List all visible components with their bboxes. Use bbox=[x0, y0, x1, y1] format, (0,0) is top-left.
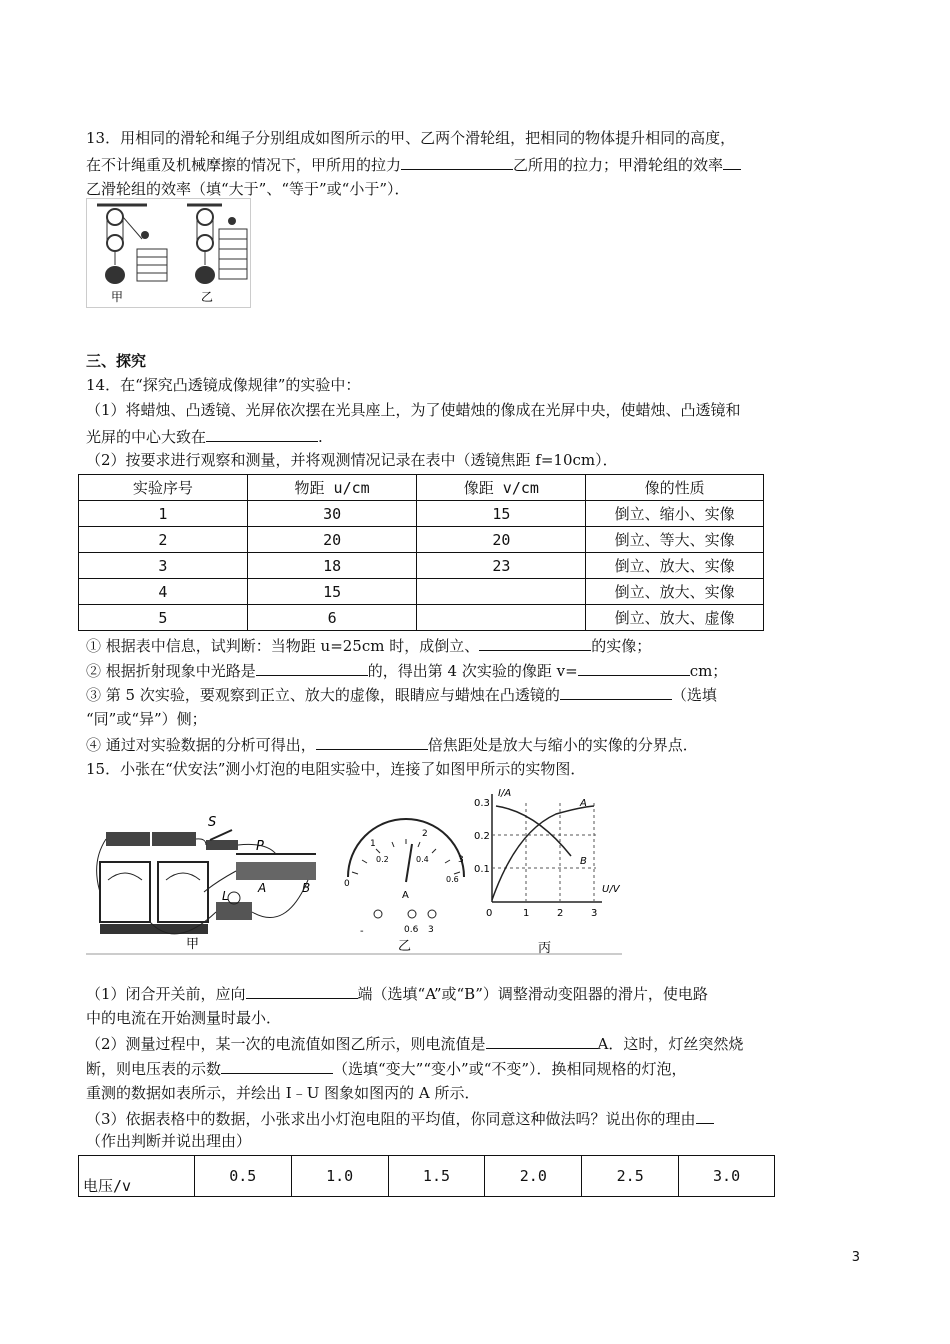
q15-p2a: （2）测量过程中，某一次的电流值如图乙所示，则电流值是 bbox=[86, 1035, 486, 1053]
pulley-drawing bbox=[87, 199, 250, 307]
q14-blank-center[interactable] bbox=[206, 426, 318, 442]
q15-p3b: （作出判断并说出理由） bbox=[86, 1132, 252, 1150]
graph-y02: 0.2 bbox=[474, 831, 490, 842]
q14-blank-s3[interactable] bbox=[560, 684, 672, 700]
table-header-row bbox=[79, 475, 764, 501]
q15-p1b: 端（选填“A”或“B”）调整滑动变阻器的滑片，使电路 bbox=[357, 985, 708, 1003]
q14-s2a: ② 根据折射现象中光路是 bbox=[86, 662, 256, 680]
voltage-label: 电压/v bbox=[79, 1156, 195, 1197]
cell: 15 bbox=[247, 579, 417, 605]
cell: 2.5 bbox=[582, 1156, 679, 1197]
meter-t3: 3 bbox=[458, 855, 464, 865]
fig-yi: 乙 bbox=[398, 939, 412, 954]
cell: 1.0 bbox=[291, 1156, 388, 1197]
cell: 倒立、缩小、实像 bbox=[586, 501, 764, 527]
cell: 2.0 bbox=[485, 1156, 582, 1197]
meter-b02: 0.2 bbox=[376, 855, 389, 864]
cell: 4 bbox=[79, 579, 248, 605]
term-3: 3 bbox=[428, 925, 434, 935]
q14-s4 bbox=[86, 734, 698, 755]
q14-s4b: 倍焦距处是放大与缩小的实像的分界点． bbox=[427, 736, 698, 754]
q14-s3 bbox=[86, 684, 717, 705]
q14-blank-s4[interactable] bbox=[316, 734, 428, 750]
q15-p2d: （选填“变大”“变小”或“不变”）．换相同规格的灯泡， bbox=[333, 1060, 687, 1078]
graph-y03: 0.3 bbox=[474, 798, 490, 809]
q15-blank-p1[interactable] bbox=[246, 983, 358, 999]
label-S: S bbox=[208, 815, 217, 830]
page-number: 3 bbox=[851, 1250, 860, 1265]
th-nature: 像的性质 bbox=[586, 475, 764, 501]
q14-line3a: 光屏的中心大致在 bbox=[86, 428, 207, 446]
th-u: 物距 u/cm bbox=[247, 475, 417, 501]
graph-xlabel: U/V bbox=[602, 884, 620, 895]
q13-line2a: 在不计绳重及机械摩擦的情况下，甲所用的拉力 bbox=[86, 156, 402, 174]
q14-blank-s1[interactable] bbox=[479, 635, 591, 651]
q15-p2 bbox=[86, 1033, 743, 1054]
q14-s3a: ③ 第 5 次实验，要观察到正立、放大的虚像，眼睛应与蜡烛在凸透镜的 bbox=[86, 686, 560, 704]
q15-blank-p3[interactable] bbox=[696, 1108, 714, 1124]
meter-t2: 2 bbox=[422, 829, 428, 839]
table-row bbox=[79, 605, 764, 631]
q14-s2c: cm； bbox=[689, 662, 728, 680]
section-title: 三、探究 bbox=[86, 352, 147, 370]
cell[interactable] bbox=[417, 605, 586, 631]
cell[interactable] bbox=[417, 579, 586, 605]
q15-p2-cont bbox=[86, 1058, 687, 1079]
label-P: P bbox=[256, 839, 264, 854]
q14-s1b: 的实像； bbox=[591, 637, 652, 655]
meter-t0: 0 bbox=[344, 879, 350, 889]
q15-p1c: 中的电流在开始测量时最小． bbox=[86, 1009, 282, 1027]
term-06: 0.6 bbox=[404, 925, 419, 935]
cell: 倒立、等大、实像 bbox=[586, 527, 764, 553]
graph-curveB: B bbox=[580, 856, 587, 867]
q15-blank-p2a[interactable] bbox=[486, 1033, 598, 1049]
th-index: 实验序号 bbox=[79, 475, 248, 501]
fig-jia: 甲 bbox=[186, 937, 200, 952]
graph-x3: 3 bbox=[591, 908, 598, 919]
cell: 20 bbox=[247, 527, 417, 553]
q15-p3a: （3）依据表格中的数据，小张求出小灯泡电阻的平均值，你同意这种做法吗？说出你的理由 bbox=[86, 1110, 696, 1128]
q15-blank-p2b[interactable] bbox=[221, 1058, 333, 1074]
q15-line1: 15．小张在“伏安法”测小灯泡的电阻实验中，连接了如图甲所示的实物图． bbox=[86, 760, 586, 778]
graph-curveA: A bbox=[580, 798, 587, 809]
q13-line1: 13．用相同的滑轮和绳子分别组成如图所示的甲、乙两个滑轮组，把相同的物体提升相同的高度， bbox=[86, 129, 736, 147]
q14-blank-s2b[interactable] bbox=[578, 660, 690, 676]
fig-label-yi: 乙 bbox=[201, 290, 214, 304]
q13-blank-eff[interactable] bbox=[723, 154, 741, 170]
voltage-table bbox=[78, 1155, 775, 1197]
table-row bbox=[79, 527, 764, 553]
q13-blank-force[interactable] bbox=[401, 154, 513, 170]
q14-line2: （1）将蜡烛、凸透镜、光屏依次摆在光具座上，为了使蜡烛的像成在光屏中央，使蜡烛、凸透镜和 bbox=[86, 401, 741, 419]
graph-x1: 1 bbox=[523, 908, 530, 919]
table-row bbox=[79, 1156, 775, 1197]
q13-line2b: 乙所用的拉力；甲滑轮组的效率 bbox=[513, 156, 724, 174]
cell: 倒立、放大、实像 bbox=[586, 579, 764, 605]
cell: 15 bbox=[417, 501, 586, 527]
q14-line3 bbox=[86, 426, 323, 447]
th-v: 像距 v/cm bbox=[417, 475, 586, 501]
label-B: B bbox=[302, 881, 311, 895]
circuit-drawing bbox=[86, 782, 626, 957]
q15-p1 bbox=[86, 983, 708, 1004]
cell: 倒立、放大、虚像 bbox=[586, 605, 764, 631]
label-A: A bbox=[258, 881, 267, 895]
cell: 倒立、放大、实像 bbox=[586, 553, 764, 579]
circuit-figure bbox=[86, 782, 626, 957]
q13-line3: 乙滑轮组的效率（填“大于”、“等于”或“小于”）． bbox=[86, 180, 410, 198]
table-row bbox=[79, 553, 764, 579]
cell: 18 bbox=[247, 553, 417, 579]
fig-bing: 丙 bbox=[538, 941, 552, 956]
fig-label-jia: 甲 bbox=[111, 290, 124, 304]
cell: 20 bbox=[417, 527, 586, 553]
q15-p1a: （1）闭合开关前，应向 bbox=[86, 985, 246, 1003]
q15-p2e: 重测的数据如表所示，并绘出 I﹣U 图象如图丙的 A 所示． bbox=[86, 1084, 480, 1102]
q14-s2b: 的，得出第 4 次实验的像距 v= bbox=[367, 662, 578, 680]
q14-line4: （2）按要求进行观察和测量，并将观测情况记录在表中（透镜焦距 f=10cm）． bbox=[86, 451, 618, 469]
cell: 5 bbox=[79, 605, 248, 631]
table-row bbox=[79, 501, 764, 527]
cell: 6 bbox=[247, 605, 417, 631]
q14-s4a: ④ 通过对实验数据的分析可得出， bbox=[86, 736, 316, 754]
q13-line2 bbox=[86, 154, 741, 175]
meter-b06: 0.6 bbox=[446, 875, 459, 884]
lens-table bbox=[78, 474, 764, 631]
q14-s1 bbox=[86, 635, 651, 656]
q14-s2 bbox=[86, 660, 727, 681]
pulley-figure bbox=[86, 198, 251, 308]
q14-blank-s2a[interactable] bbox=[256, 660, 368, 676]
q14-s1a: ① 根据表中信息，试判断：当物距 u=25cm 时，成倒立、 bbox=[86, 637, 480, 655]
table-row bbox=[79, 579, 764, 605]
graph-x2: 2 bbox=[557, 908, 564, 919]
term-minus: - bbox=[360, 926, 364, 937]
meter-unit: A bbox=[402, 890, 409, 901]
cell: 23 bbox=[417, 553, 586, 579]
meter-b04: 0.4 bbox=[416, 855, 429, 864]
cell: 2 bbox=[79, 527, 248, 553]
q15-p3 bbox=[86, 1108, 714, 1129]
cell: 0.5 bbox=[194, 1156, 291, 1197]
q14-line1: 14．在“探究凸透镜成像规律”的实验中： bbox=[86, 376, 361, 394]
graph-y01: 0.1 bbox=[474, 864, 490, 875]
q14-s3b: （选填 bbox=[671, 686, 717, 704]
meter-t1: 1 bbox=[370, 839, 376, 849]
q15-p2b: A．这时，灯丝突然烧 bbox=[597, 1035, 744, 1053]
q14-s3c: “同”或“异”）侧； bbox=[86, 710, 207, 728]
label-L: L bbox=[222, 889, 229, 903]
graph-ylabel: I/A bbox=[498, 788, 512, 799]
q14-line3b: . bbox=[318, 428, 323, 446]
cell: 30 bbox=[247, 501, 417, 527]
cell: 1 bbox=[79, 501, 248, 527]
q15-p2c: 断，则电压表的示数 bbox=[86, 1060, 222, 1078]
graph-x0: 0 bbox=[486, 908, 493, 919]
cell: 3.0 bbox=[679, 1156, 775, 1197]
cell: 1.5 bbox=[388, 1156, 485, 1197]
cell: 3 bbox=[79, 553, 248, 579]
